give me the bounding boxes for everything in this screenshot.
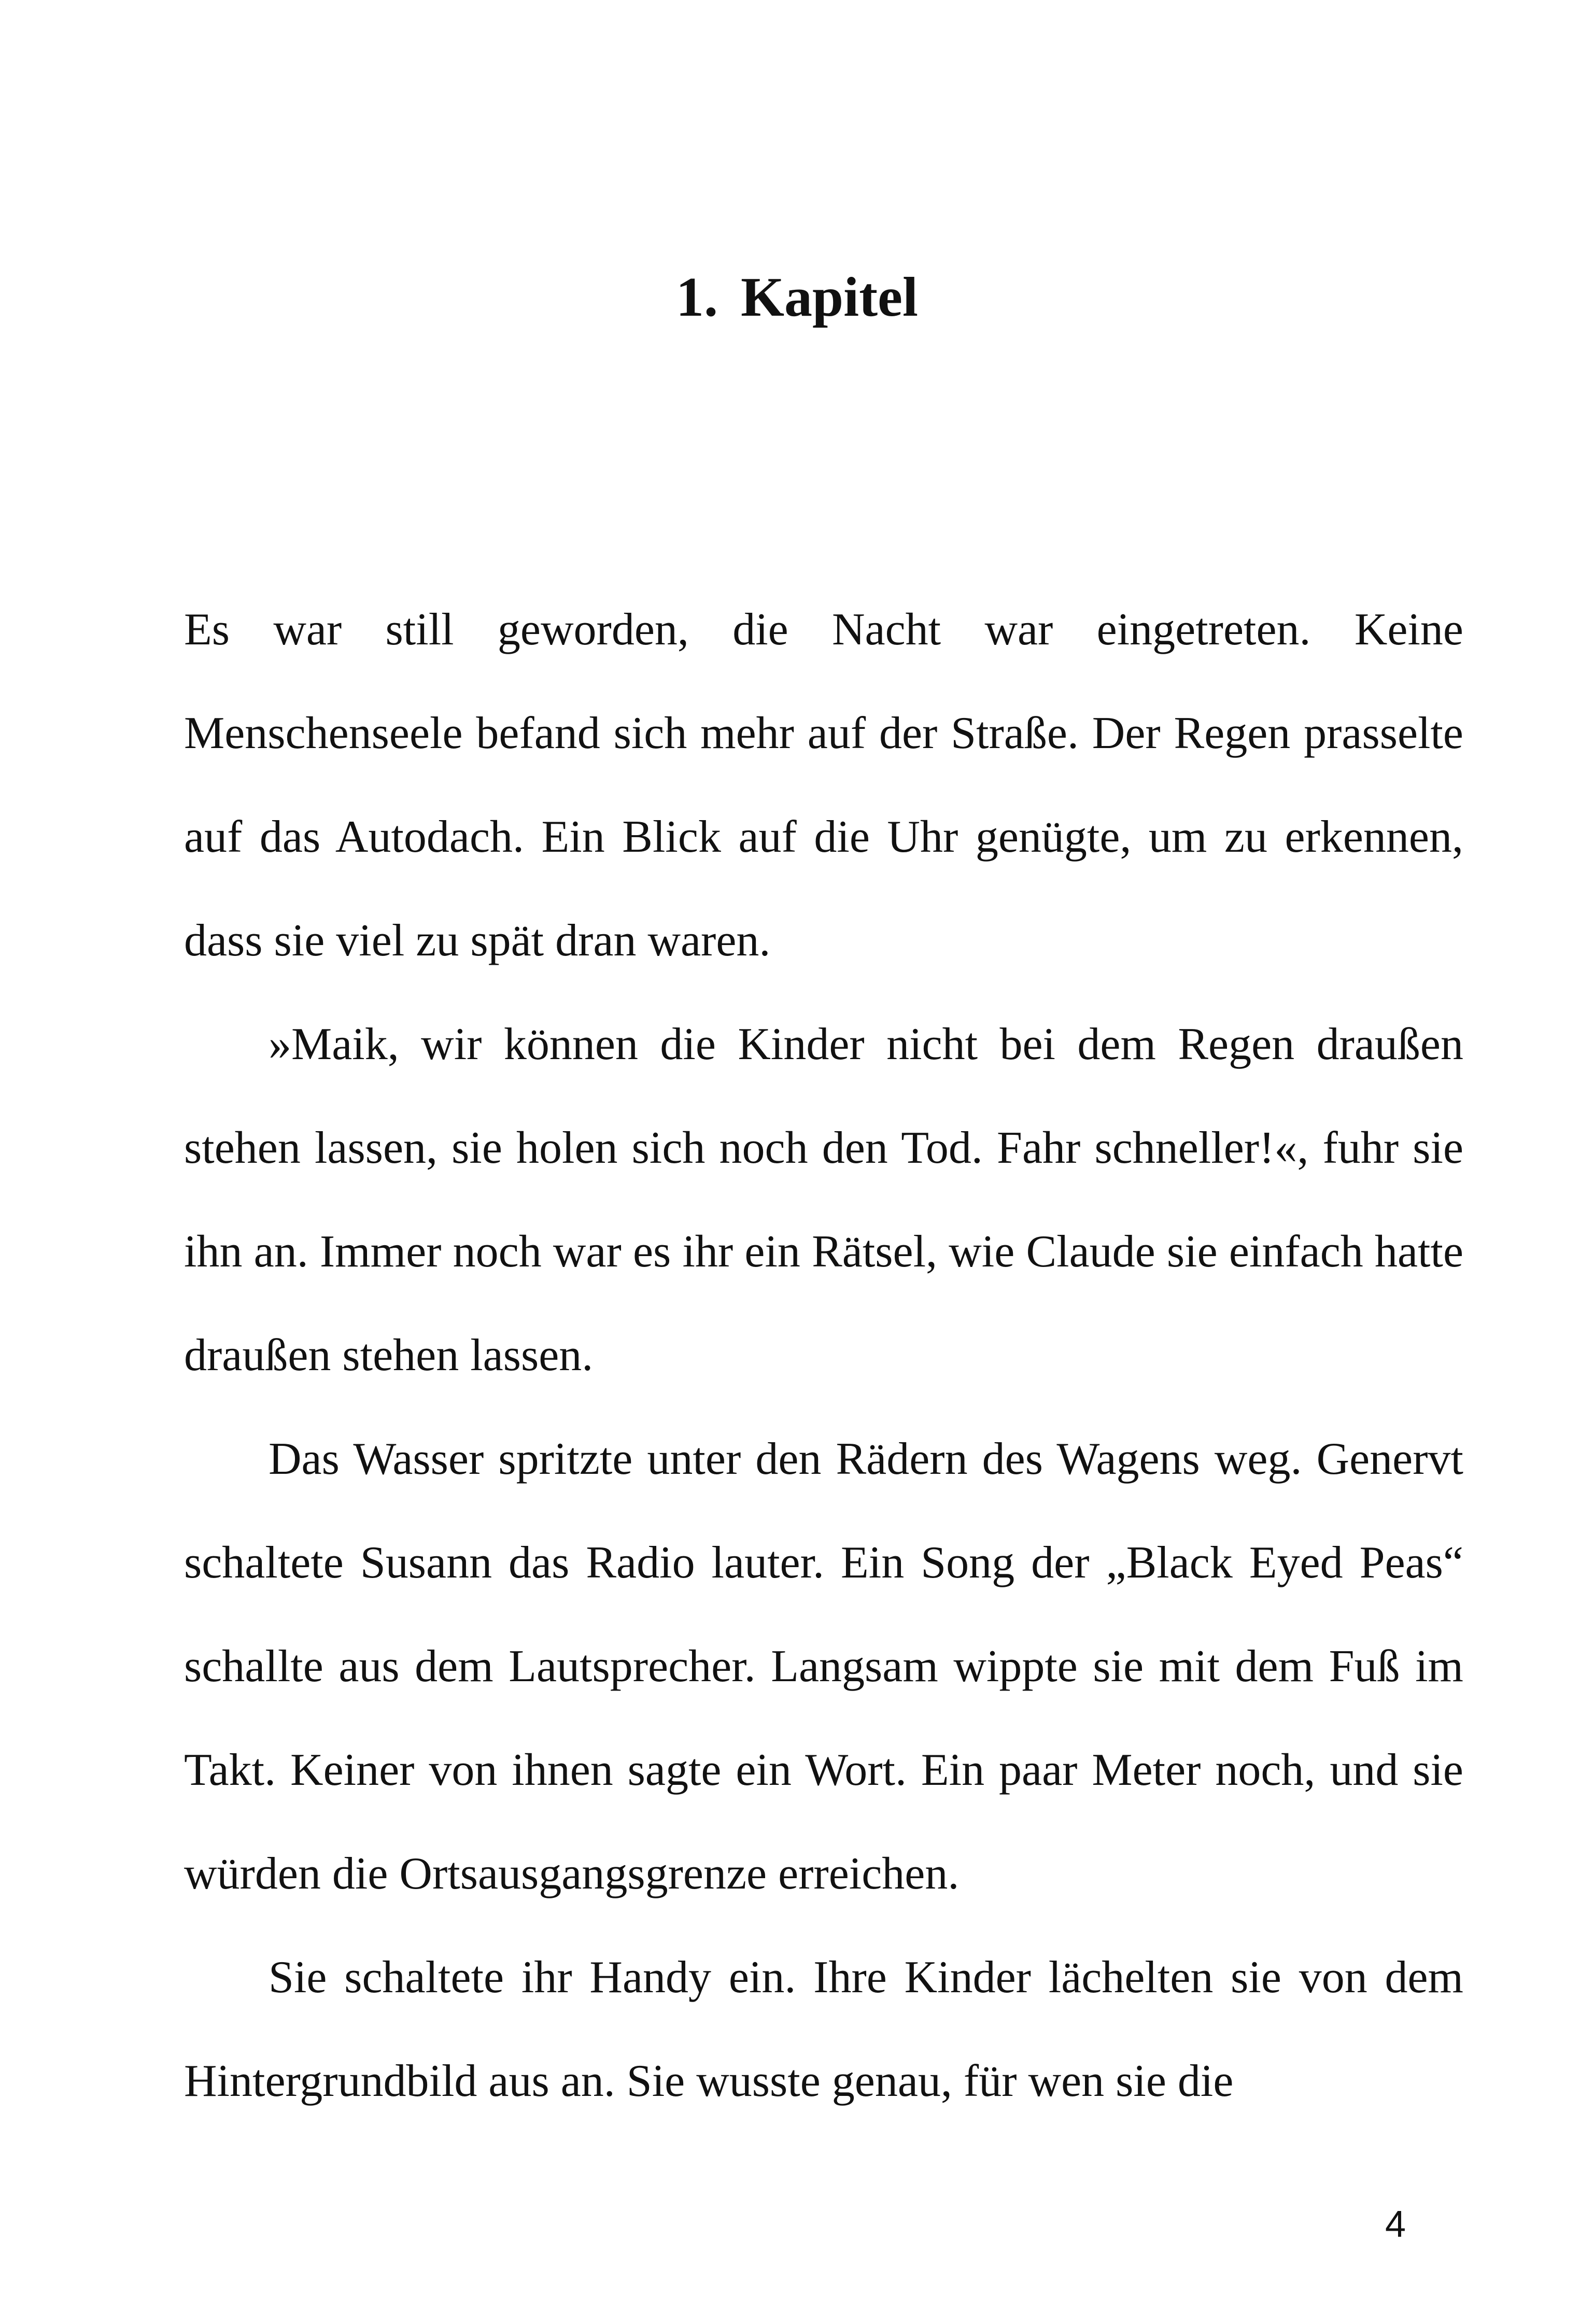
chapter-number: 1.: [676, 266, 718, 328]
page-number: 4: [1385, 2204, 1406, 2245]
chapter-title: Kapitel: [741, 266, 918, 328]
body-text: [184, 578, 1463, 2133]
paragraph: Es war still geworden, die Nacht war eingetreten. Keine Menschenseele befand sich mehr auf der Straße. Der Regen prasselte auf das Autodach. Ein Blick auf die Uhr genügte, um zu erkennen, dass sie viel zu spät dran waren.: [184, 604, 1463, 966]
paragraph: »Maik, wir können die Kinder nicht bei dem Regen draußen stehen lassen, sie holen sich noch den Tod. Fahr schneller!«, fuhr sie ihn an. Immer noch war es ihr ein Rätsel, wie Claude sie einfach hatte draußen stehen lassen.: [184, 1019, 1463, 1381]
chapter-heading: [0, 266, 1594, 328]
paragraph: Sie schaltete ihr Handy ein. Ihre Kinder lächelten sie von dem Hintergrundbild aus an. Sie wusste genau, für wen sie die: [184, 1952, 1463, 2106]
paragraph: Das Wasser spritzte unter den Rädern des Wagens weg. Genervt schaltete Susann das Radio lauter. Ein Song der „Black Eyed Peas“ schallte aus dem Lautsprecher. Langsam wippte sie mit dem Fuß im Takt. Keiner von ihnen sagte ein Wort. Ein paar Meter noch, und sie würden die Ortsausgangsgrenze erreichen.: [184, 1434, 1463, 1899]
